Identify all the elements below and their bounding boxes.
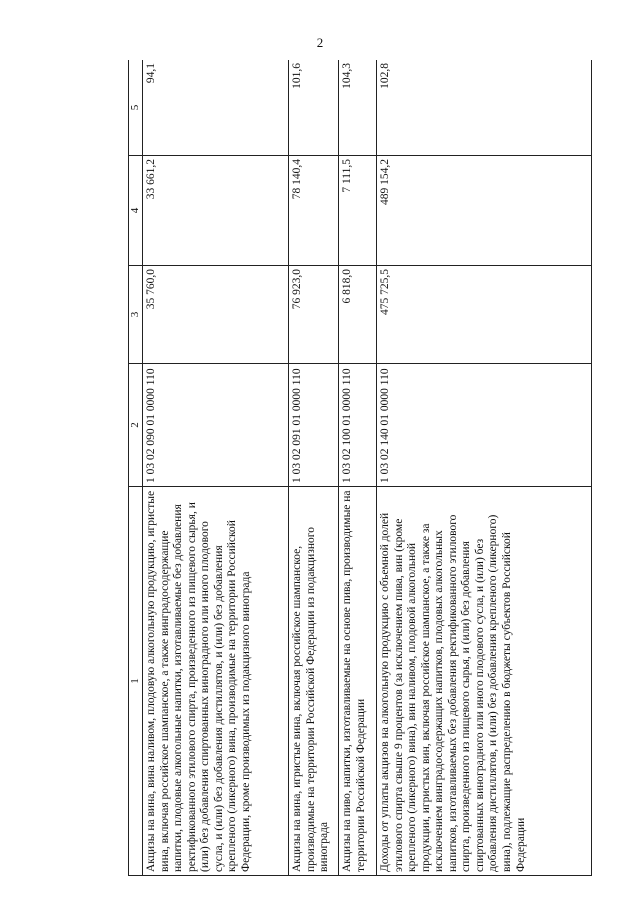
- table-row: [142, 60, 288, 876]
- table-row: [338, 60, 376, 876]
- amount-col-3: 35 760,0: [142, 266, 288, 364]
- amount-col-4: 489 154,2: [376, 156, 591, 266]
- percent-col-5: 94,1: [142, 60, 288, 156]
- column-header: 4: [129, 156, 143, 266]
- column-header: 5: [129, 60, 143, 156]
- amount-col-3: 475 725,5: [376, 266, 591, 364]
- table-frame: [128, 60, 592, 876]
- amount-col-4: 7 111,5: [338, 156, 376, 266]
- percent-col-5: 102,8: [376, 60, 591, 156]
- amount-col-4: 33 661,2: [142, 156, 288, 266]
- amount-col-4: 78 140,4: [288, 156, 338, 266]
- header-row: [129, 60, 143, 876]
- column-header: 1: [129, 487, 143, 876]
- amount-col-3: 6 818,0: [338, 266, 376, 364]
- budget-classification-code: 1 03 02 090 01 0000 110: [142, 364, 288, 487]
- budget-classification-code: 1 03 02 140 01 0000 110: [376, 364, 591, 487]
- budget-classification-code: 1 03 02 100 01 0000 110: [338, 364, 376, 487]
- table-row: [376, 60, 591, 876]
- revenue-item-name: Акцизы на вина, вина наливом, плодовую алкогольную продукцию, игристые вина, включая российское шампанское, а также винградосодержащие напитки, плодовые алкогольные напитки, изготавливаемые без добавления ректификованного этилового спирта, произведенного из пищевого сырья, и (или) без добавления спиртованных виноградного или иного плодового сусла, и (или) без добавления дистиллятов, и (или) без добавления крепленого (ликерного) вина, производимые на территории Российской Федерации, кроме производимых из подакцизного винограда: [142, 487, 288, 876]
- table-row: [288, 60, 338, 876]
- column-header: 3: [129, 266, 143, 364]
- revenue-item-name: Акцизы на вина, игристые вина, включая российское шампанское, производимые на территории Российской Федерации из подакцизного винограда: [288, 487, 338, 876]
- column-header: 2: [129, 364, 143, 487]
- budget-classification-code: 1 03 02 091 01 0000 110: [288, 364, 338, 487]
- amount-col-3: 76 923,0: [288, 266, 338, 364]
- revenue-item-name: Доходы от уплаты акцизов на алкогольную продукцию с объемной долей этилового спирта свыше 9 процентов (за исключением пива, вин (кроме крепленого (ликерного) вина), вин наливом, плодовой алкогольной продукции, игристых вин, включая российское шампанское, а также за исключением винградосодержащих напитков, плодовых алкогольных напитков, изготавливаемых без добавления ректификованного этилового спирта, произведенного из пищевого сырья, и (или) без добавления спиртованных виноградного или иного плодового сусла, и (или) без добавления дистиллятов, и (или) без добавления крепленого (ликерного) вина), подлежащие распределению в бюджеты субъектов Российской Федерации: [376, 487, 591, 876]
- page-number: 2: [316, 35, 324, 50]
- revenue-item-name: Акцизы на пиво, напитки, изготавливаемые на основе пива, производимые на территории Российской Федерации: [338, 487, 376, 876]
- rotated-table-wrapper: [128, 60, 592, 876]
- percent-col-5: 101,6: [288, 60, 338, 156]
- percent-col-5: 104,3: [338, 60, 376, 156]
- revenue-table: [128, 60, 592, 876]
